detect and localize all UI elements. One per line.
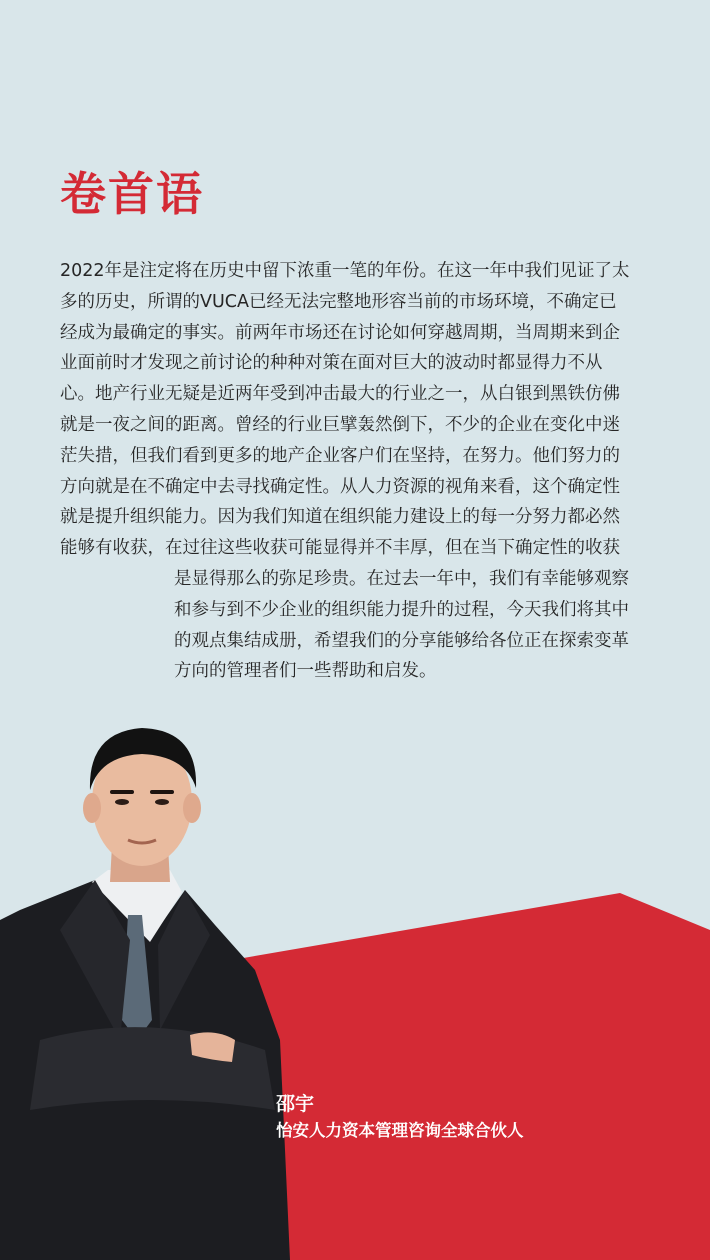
author-portrait [0,710,300,1260]
signature-block [276,1090,524,1144]
paragraph-line: 方向就是在不确定中去寻找确定性。从人力资源的视角来看，这个确定性 [60,476,620,497]
paragraph-line: 就是一夜之间的距离。曾经的行业巨擘轰然倒下，不少的企业在变化中迷 [60,414,620,435]
paragraph-line: 方向的管理者们一些帮助和启发。 [174,661,437,682]
paragraph-line: 茫失措，但我们看到更多的地产企业客户们在坚持，在努力。他们努力的 [60,445,620,466]
paragraph-line: 心。地产行业无疑是近两年受到冲击最大的行业之一，从白银到黑铁仿佛 [60,384,620,405]
paragraph-line: 是显得那么的弥足珍贵。在过去一年中，我们有幸能够观察 [174,568,629,589]
paragraph-line: 的观点集结成册，希望我们的分享能够给各位正在探索变革 [174,630,629,651]
author-title: 怡安人力资本管理咨询全球合伙人 [276,1121,524,1140]
author-name: 邵宇 [276,1093,315,1115]
paragraph-line: 业面前时才发现之前讨论的种种对策在面对巨大的波动时都显得力不从 [60,353,603,374]
paragraph-line: 能够有收获，在过往这些收获可能显得并不丰厚，但在当下确定性的收获 [60,538,620,559]
page-title: 卷首语 [60,167,204,221]
paragraph-line: 经成为最确定的事实。前两年市场还在讨论如何穿越周期，当周期来到企 [60,322,620,343]
paragraph-line: 和参与到不少企业的组织能力提升的过程，今天我们将其中 [174,599,629,620]
paragraph-line: 就是提升组织能力。因为我们知道在组织能力建设上的每一分努力都必然 [60,507,620,528]
paragraph-line: 2022年是注定将在历史中留下浓重一笔的年份。在这一年中我们见证了太 [60,261,630,281]
paragraph-line: 多的历史，所谓的VUCA已经无法完整地形容当前的市场环境，不确定已 [60,291,617,312]
